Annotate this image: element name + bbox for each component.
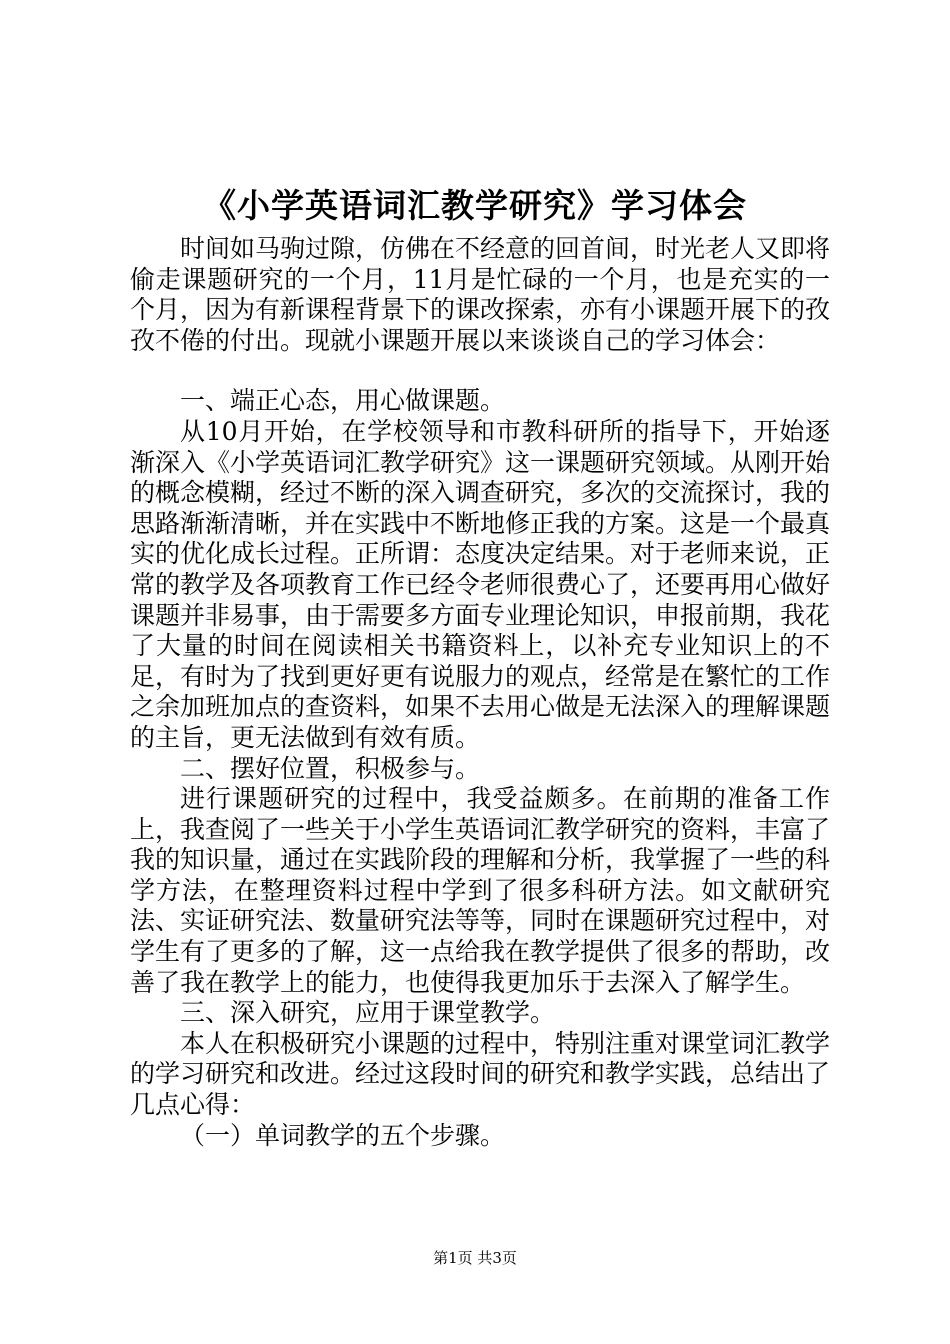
paragraph-section-2: 进行课题研究的过程中，我受益颇多。在前期的准备工作上，我查阅了一些关于小学生英语词汇教学研究的资料，丰富了我的知识量，通过在实践阶段的理解和分析，我掌握了一些的科学方法，在整理资料过程中学到了很多科研方法。如文献研究法、实证研究法、数量研究法等等，同时在课题研究过程中，对学生有了更多的了解，这一点给我在教学提供了很多的帮助，改善了我在教学上的能力，也使得我更加乐于去深入了解学生。	[130, 784, 831, 997]
section-heading-1: 一、端正心态，用心做课题。	[180, 386, 506, 416]
paragraph-section-3: 本人在积极研究小课题的过程中，特别注重对课堂词汇教学的学习研究和改进。经过这段时间的研究和教学实践，总结出了几点心得：	[130, 1028, 831, 1120]
subsection-heading-1: （一）单词教学的五个步骤。	[180, 1120, 506, 1150]
paragraph-intro: 时间如马驹过隙，仿佛在不经意的回首间，时光老人又即将偷走课题研究的一个月，11月是忙碌的一个月，也是充实的一个月，因为有新课程背景下的课改探索，亦有小课题开展下的孜孜不倦的付出。现就小课题开展以来谈谈自己的学习体会：	[130, 234, 831, 355]
section-heading-3: 三、深入研究，应用于课堂教学。	[180, 998, 556, 1028]
page-number-footer: 第1页 共3页	[433, 1249, 517, 1267]
section-heading-2: 二、摆好位置，积极参与。	[180, 753, 481, 783]
document-title: 《小学英语词汇教学研究》学习体会	[203, 186, 747, 225]
paragraph-section-1: 从10月开始，在学校领导和市教科研所的指导下，开始逐渐深入《小学英语词汇教学研究》这一课题研究领域。从刚开始的概念模糊，经过不断的深入调查研究，多次的交流探讨，我的思路渐渐清晰，并在实践中不断地修正我的方案。这是一个最真实的优化成长过程。正所谓：态度决定结果。对于老师来说，正常的教学及各项教育工作已经令老师很费心了，还要再用心做好课题并非易事，由于需要多方面专业理论知识，申报前期，我花了大量的时间在阅读相关书籍资料上，以补充专业知识上的不足，有时为了找到更好更有说服力的观点，经常是在繁忙的工作之余加班加点的查资料，如果不去用心做是无法深入的理解课题的主旨，更无法做到有效有质。	[130, 416, 831, 752]
document-body	[130, 234, 830, 1151]
